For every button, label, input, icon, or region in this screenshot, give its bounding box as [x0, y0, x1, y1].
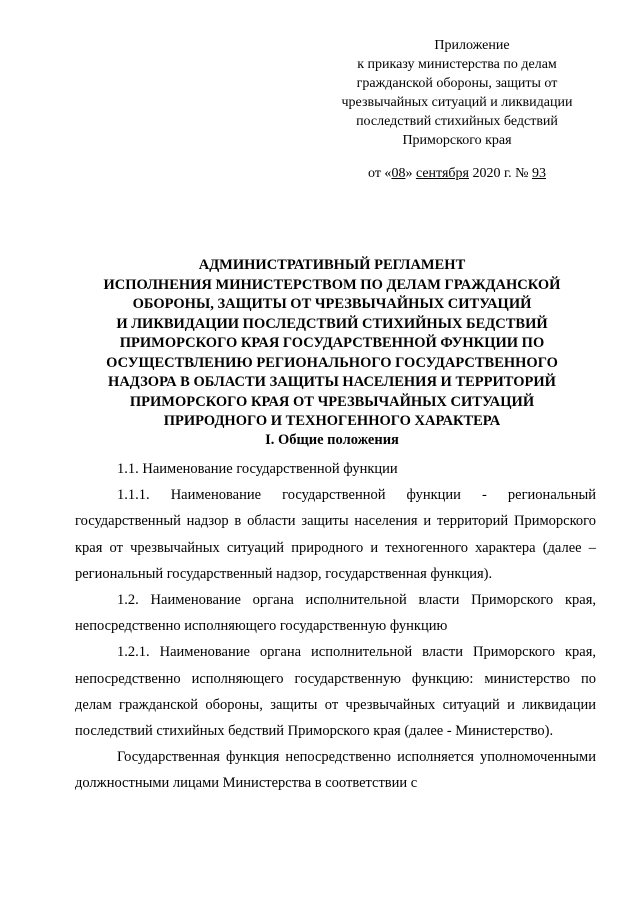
paragraph: Государственная функция непосредственно исполняется уполномоченными должностными лицами Министерства в соответствии с: [75, 749, 596, 792]
title-line: АДМИНИСТРАТИВНЫЙ РЕГЛАМЕНТ: [198, 257, 466, 273]
document-title: [62, 256, 602, 432]
order-day: 08: [391, 166, 406, 181]
section-heading: I. Общие положения: [265, 432, 399, 448]
title-line: ИСПОЛНЕНИЯ МИНИСТЕРСТВОМ ПО ДЕЛАМ ГРАЖДАНСКОЙ: [103, 276, 561, 293]
order-prefix: от «: [368, 166, 392, 181]
appendix-line-5: Приморского края: [402, 133, 512, 148]
title-line: ПРИМОРСКОГО КРАЯ ГОСУДАРСТВЕННОЙ ФУНКЦИИ ПО: [119, 335, 545, 351]
title-line: И ЛИКВИДАЦИИ ПОСЛЕДСТВИЙ СТИХИЙНЫХ БЕДСТВИЙ: [116, 315, 548, 332]
paragraph: 1.1. Наименование государственной функции: [117, 461, 398, 477]
title-line: ПРИРОДНОГО И ТЕХНОГЕННОГО ХАРАКТЕРА: [163, 413, 501, 429]
appendix-line-4: последствий стихийных бедствий: [356, 114, 558, 129]
paragraph: 1.2. Наименование органа исполнительной власти Приморского края, непосредственно исполняющего государственную функцию: [75, 592, 596, 635]
order-date-number: [322, 164, 592, 183]
appendix-block: [322, 36, 592, 183]
appendix-line-1: к приказу министерства по делам: [357, 57, 557, 72]
paragraph: 1.2.1. Наименование органа исполнительной власти Приморского края, непосредственно исполняющего государственную функцию: министерство по делам гражданской обороны, защиты от чрезвычайных ситуаций и ликвидации последствий стихийных бедствий Приморского края (далее - Министерство).: [75, 644, 596, 740]
appendix-line-2: гражданской обороны, защиты от: [356, 76, 558, 91]
title-line: ОСУЩЕСТВЛЕНИЮ РЕГИОНАЛЬНОГО ГОСУДАРСТВЕННОГО: [106, 354, 558, 371]
title-line: ОБОРОНЫ, ЗАЩИТЫ ОТ ЧРЕЗВЫЧАЙНЫХ СИТУАЦИЙ: [132, 296, 532, 312]
order-year: 2020 г. №: [468, 166, 532, 181]
title-line: ПРИМОРСКОГО КРАЯ ОТ ЧРЕЗВЫЧАЙНЫХ СИТУАЦИЙ: [129, 393, 535, 410]
order-month: сентября: [415, 166, 469, 181]
order-sep: »: [405, 166, 416, 181]
title-line: НАДЗОРА В ОБЛАСТИ ЗАЩИТЫ НАСЕЛЕНИЯ И ТЕРРИТОРИЙ: [108, 374, 556, 390]
order-number: 93: [532, 166, 546, 181]
appendix-line-3: чрезвычайных ситуаций и ликвидации: [341, 95, 573, 110]
paragraph: 1.1.1. Наименование государственной функции - региональный государственный надзор в области защиты населения и территорий Приморского края от чрезвычайных ситуаций природного и техногенного характера (далее – региональный государственный надзор, государственная функция).: [75, 487, 596, 582]
document-body: [75, 456, 596, 797]
appendix-label: Приложение: [434, 38, 510, 53]
